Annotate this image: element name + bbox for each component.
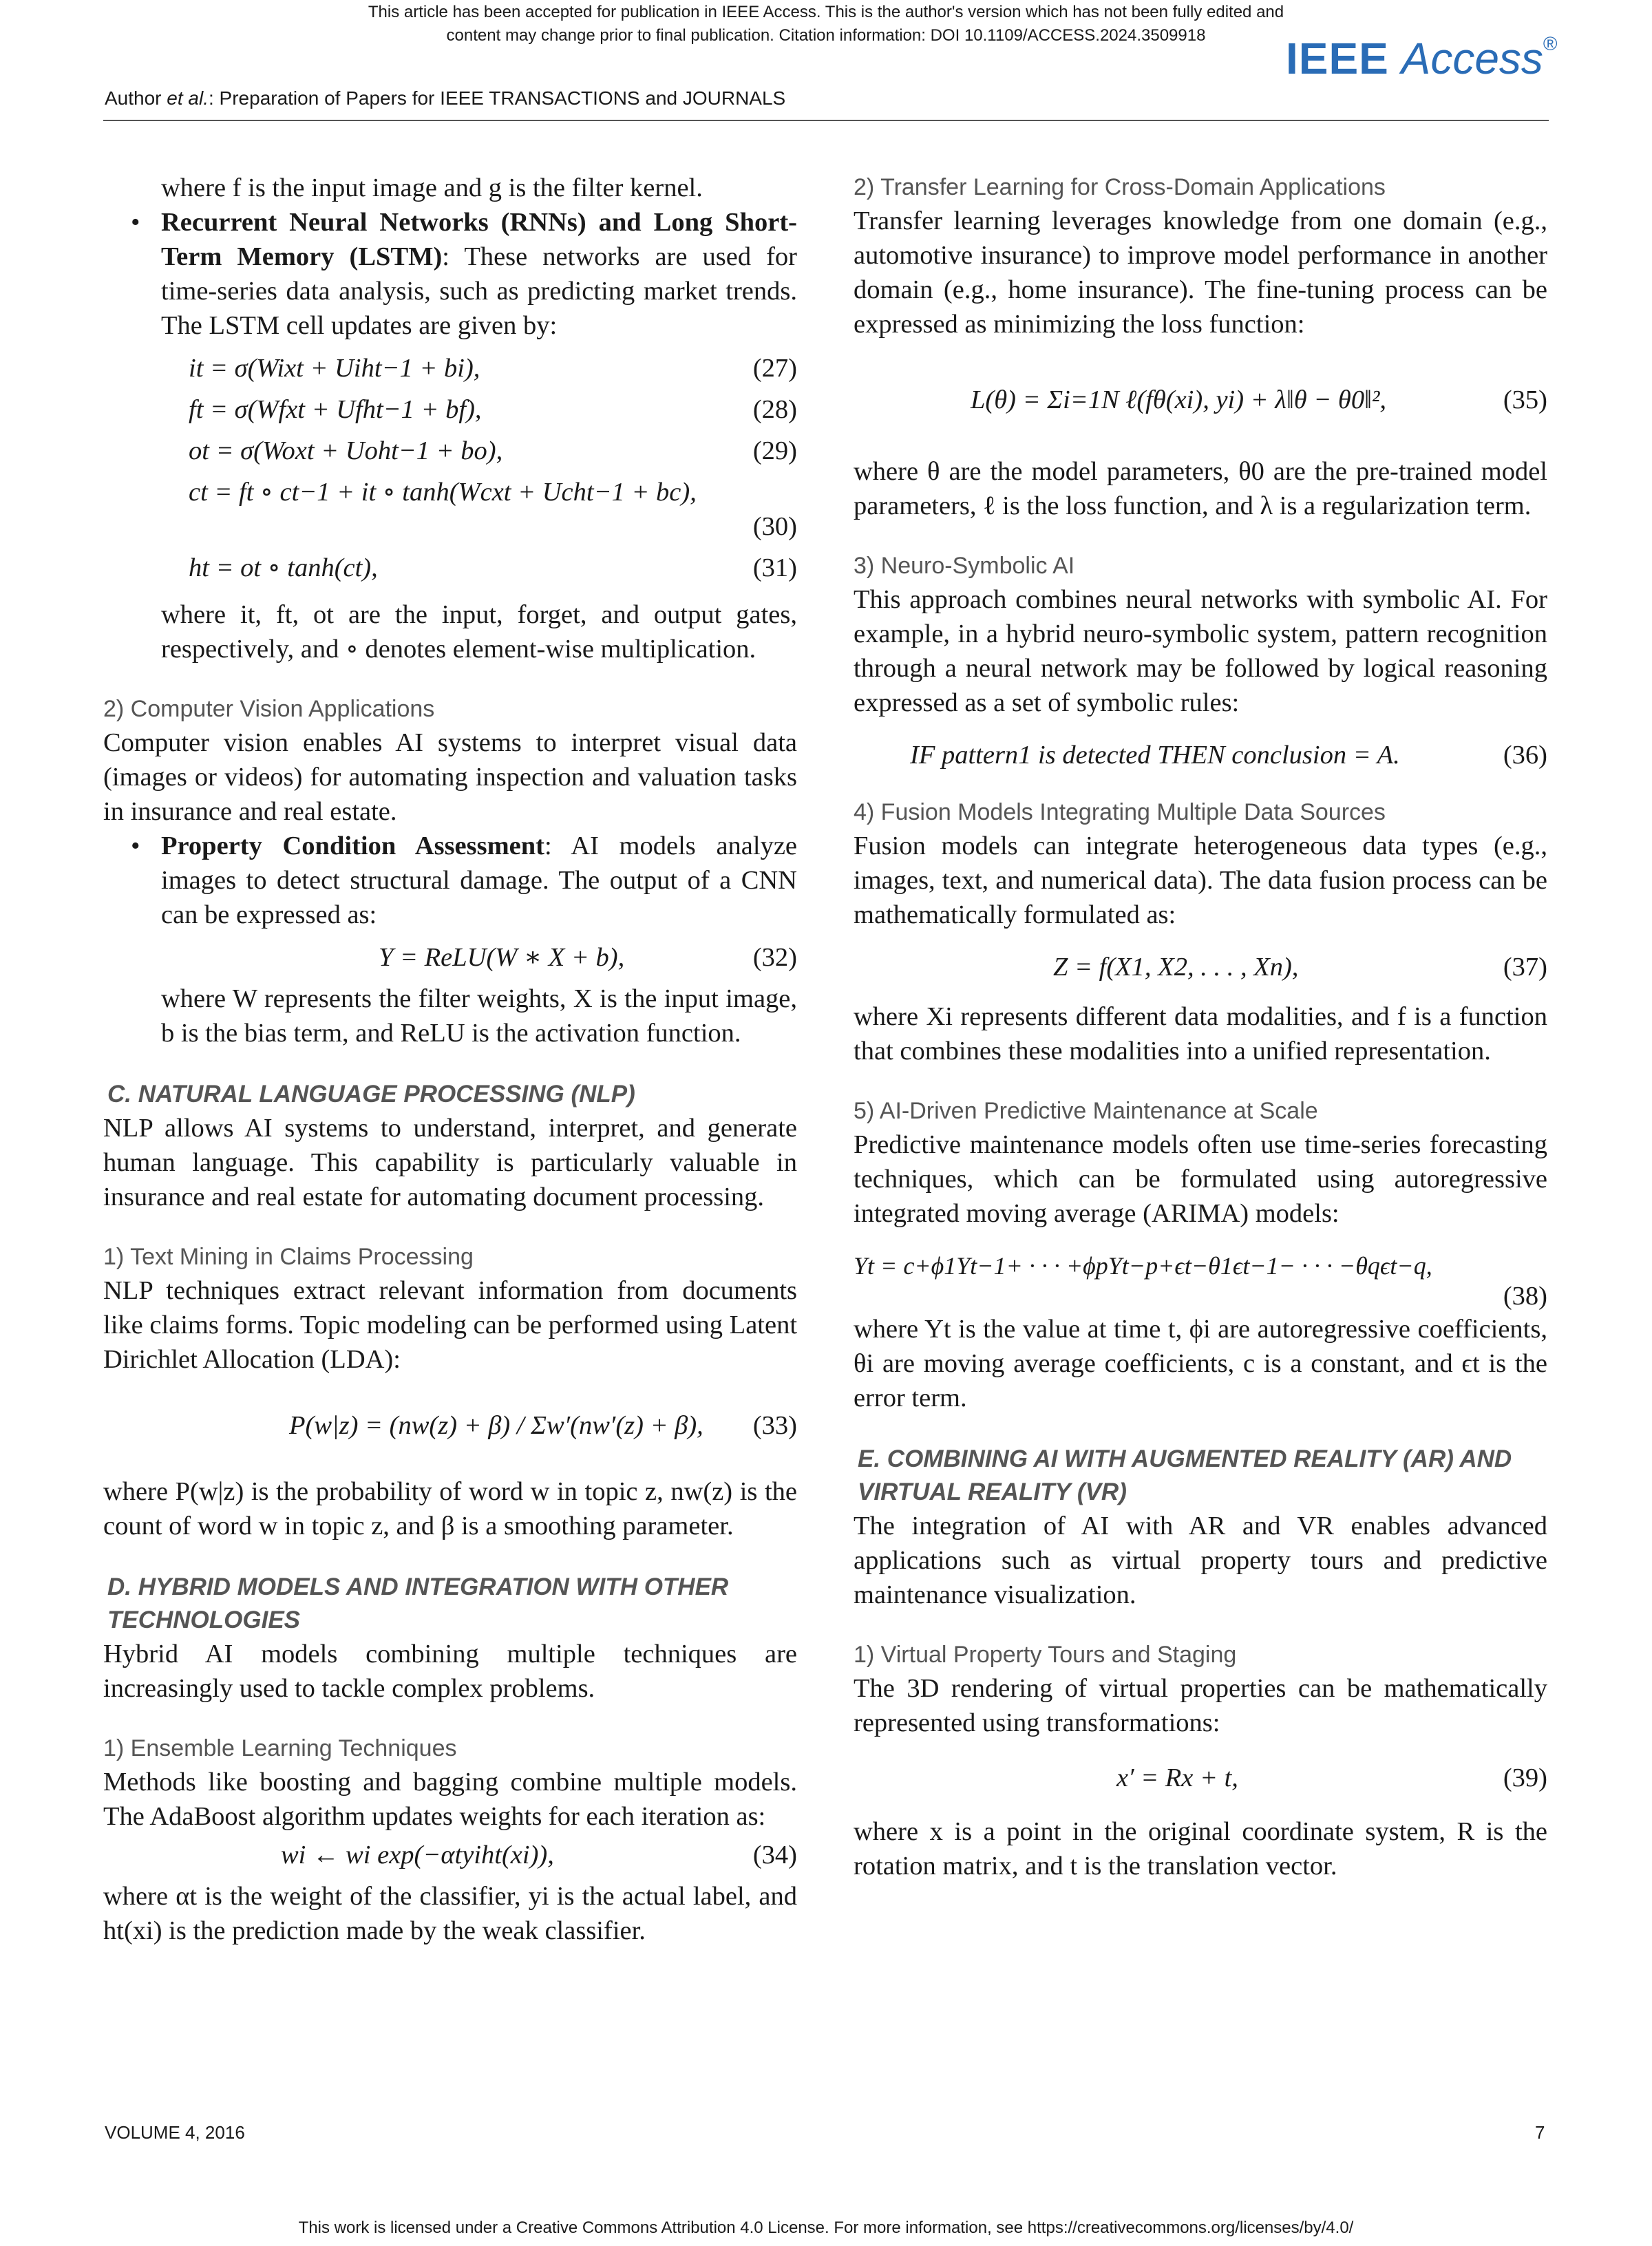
conv-where-text: where f is the input image and g is the filter kernel. <box>161 173 703 202</box>
pca-term: Property Condition Assessment <box>161 831 545 860</box>
predictive-maintenance-where-text: where Yt is the value at time t, ϕi are autoregressive coefficients, θi are moving average coefficients, c is a constant, and ϵt is the error term. <box>854 1315 1547 1412</box>
equation-29 <box>161 434 797 475</box>
computer-vision-text: Computer vision enables AI systems to interpret visual data (images or videos) for automating inspection and valuation tasks in insurance and real estate. <box>103 728 797 826</box>
lda-where-text: where P(w|z) is the probability of word w in topic z, nw(z) is the count of word w in topic z, and β is a smoothing parameter. <box>103 1477 797 1540</box>
running-head-etal: et al. <box>167 87 209 109</box>
rnn-paragraph <box>161 205 797 343</box>
equation-31 <box>161 551 797 592</box>
neuro-symbolic-heading: 3) Neuro-Symbolic AI <box>854 553 1075 579</box>
nlp-section-heading: C. NATURAL LANGUAGE PROCESSING (NLP) <box>107 1081 635 1108</box>
running-head <box>105 87 785 109</box>
equation-27-number: (27) <box>752 354 797 383</box>
logo-ieee-text: IEEE <box>1286 34 1389 83</box>
equation-38 <box>854 1249 1547 1279</box>
equation-34-number: (34) <box>752 1841 797 1869</box>
equation-29-number: (29) <box>752 436 797 465</box>
left-column <box>103 171 797 1948</box>
running-head-title: : Preparation of Papers for IEEE TRANSACTIONS and JOURNALS <box>208 87 786 109</box>
text-mining-heading: 1) Text Mining in Claims Processing <box>103 1244 474 1270</box>
footer-page-number: 7 <box>1535 2122 1545 2143</box>
logo-access-text: Access <box>1401 34 1543 83</box>
bullet-icon: • <box>131 831 140 860</box>
equation-38-math: Yt = c+ϕ1Yt−1+ · · · +ϕpYt−p+ϵt−θ1ϵt−1− · · · −θqϵt−q, <box>854 1252 1432 1280</box>
transfer-learning-heading: 2) Transfer Learning for Cross-Domain Applications <box>854 174 1386 200</box>
publication-notice-line-1: This article has been accepted for publication in IEEE Access. This is the author's version which has not been fully edited and <box>368 3 1284 21</box>
equation-37-number: (37) <box>1503 953 1547 982</box>
ensemble-text: Methods like boosting and bagging combine multiple models. The AdaBoost algorithm updates weights for each iteration as: <box>103 1768 797 1831</box>
rnn-term: Recurrent Neural Networks (RNNs) and Long Short-Term Memory (LSTM) <box>161 208 797 271</box>
equation-36 <box>854 738 1547 787</box>
equation-34 <box>103 1838 797 1879</box>
equation-28-math: ft = σ(Wfxt + Ufht−1 + bf), <box>189 395 482 424</box>
footer-volume: VOLUME 4, 2016 <box>105 2122 245 2143</box>
equation-39-math: x′ = Rx + t, <box>1116 1763 1238 1792</box>
equation-36-number: (36) <box>1503 741 1547 770</box>
logo-registered-icon: ® <box>1543 33 1558 54</box>
rnn-text: : These networks are used for time-series data analysis, such as predicting market trends. The LSTM cell updates are given by: <box>161 242 797 340</box>
virtual-tours-heading: 1) Virtual Property Tours and Staging <box>854 1642 1237 1668</box>
text-mining-text: NLP techniques extract relevant information from documents like claims forms. Topic modeling can be performed using Latent Dirichlet Allocation (LDA): <box>103 1276 798 1374</box>
equation-35-math: L(θ) = Σi=1N ℓ(fθ(xi), yi) + λ‖θ − θ0‖², <box>971 385 1387 414</box>
rnn-bullet <box>103 205 797 343</box>
running-head-author: Author <box>105 87 167 109</box>
equation-30-math: ct = ft ∘ ct−1 + it ∘ tanh(Wcxt + Ucht−1 + bc), <box>189 478 697 507</box>
equation-30 <box>161 475 797 509</box>
transfer-learning-text: Transfer learning leverages knowledge from one domain (e.g., automotive insurance) to improve model performance in another domain (e.g., home insurance). The fine-tuning process can be expressed as minimizing the loss function: <box>854 206 1547 339</box>
equation-34-math: wi ← wi exp(−αtyiht(xi)), <box>281 1841 554 1869</box>
equation-27-math: it = σ(Wixt + Uiht−1 + bi), <box>189 354 480 383</box>
equation-28-number: (28) <box>752 395 797 424</box>
hybrid-text: Hybrid AI models combining multiple techniques are increasingly used to tackle complex problems. <box>103 1640 797 1703</box>
right-column <box>854 171 1547 1883</box>
equation-38-number-row <box>854 1279 1547 1312</box>
predictive-maintenance-heading: 5) AI-Driven Predictive Maintenance at Scale <box>854 1098 1318 1124</box>
equation-33-math: P(w|z) = (nw(z) + β) / Σw′(nw′(z) + β), <box>289 1411 703 1440</box>
equation-37 <box>854 950 1547 999</box>
equation-37-math: Z = f(X1, X2, . . . , Xn), <box>1053 953 1299 982</box>
equation-35-number: (35) <box>1503 385 1547 414</box>
equation-38-number: (38) <box>1503 1282 1547 1311</box>
ar-vr-section-heading: E. COMBINING AI WITH AUGMENTED REALITY (AR) AND VIRTUAL REALITY (VR) <box>858 1445 1512 1505</box>
nlp-text: NLP allows AI systems to understand, interpret, and generate human language. This capability is particularly valuable in insurance and real estate for automating document processing. <box>103 1114 797 1211</box>
hybrid-section-heading: D. HYBRID MODELS AND INTEGRATION WITH OTHER TECHNOLOGIES <box>107 1574 729 1633</box>
computer-vision-heading: 2) Computer Vision Applications <box>103 696 435 722</box>
ieee-access-logo <box>1286 33 1558 84</box>
equation-32 <box>161 940 797 982</box>
equation-39-number: (39) <box>1503 1763 1547 1792</box>
adaboost-where-text: where αt is the weight of the classifier, yi is the actual label, and ht(xi) is the prediction made by the weak classifier. <box>103 1882 797 1945</box>
pca-text: : AI models analyze images to detect structural damage. The output of a CNN can be expressed as: <box>161 831 797 929</box>
bullet-icon: • <box>131 208 140 237</box>
equation-33-number: (33) <box>752 1411 797 1440</box>
predictive-maintenance-text: Predictive maintenance models often use time-series forecasting techniques, which can be formulated using autoregressive integrated moving average (ARIMA) models: <box>854 1130 1547 1228</box>
fusion-models-text: Fusion models can integrate heterogeneous data types (e.g., images, text, and numerical data). The data fusion process can be mathematically formulated as: <box>854 831 1547 929</box>
equation-39 <box>854 1761 1547 1814</box>
equation-36-math: IF pattern1 is detected THEN conclusion = A. <box>910 741 1400 770</box>
equation-29-math: ot = σ(Woxt + Uoht−1 + bo), <box>189 436 503 465</box>
equation-33 <box>103 1392 797 1468</box>
equation-28 <box>161 392 797 434</box>
ensemble-heading: 1) Ensemble Learning Techniques <box>103 1735 457 1761</box>
equation-32-math: Y = ReLU(W ∗ X + b), <box>379 943 625 972</box>
equation-31-math: ht = ot ∘ tanh(ct), <box>189 553 378 582</box>
lstm-where-text: where it, ft, ot are the input, forget, and output gates, respectively, and ∘ denotes element-wise multiplication. <box>161 600 797 664</box>
equation-27 <box>161 351 797 392</box>
neuro-symbolic-text: This approach combines neural networks with symbolic AI. For example, in a hybrid neuro-symbolic system, pattern recognition through a neural network may be followed by logical reasoning expressed as a set of symbolic rules: <box>854 585 1547 717</box>
fusion-models-where-text: where Xi represents different data modalities, and f is a function that combines these modalities into a unified representation. <box>854 1002 1547 1066</box>
ar-vr-text: The integration of AI with AR and VR enables advanced applications such as virtual property tours and predictive maintenance visualization. <box>854 1512 1547 1609</box>
footer-license: This work is licensed under a Creative Commons Attribution 4.0 License. For more information, see https://creativecommons.org/licenses/by/4.0/ <box>298 2218 1354 2237</box>
cnn-where-text: where W represents the filter weights, X is the input image, b is the bias term, and ReLU is the activation function. <box>161 984 797 1048</box>
publication-notice-line-2: content may change prior to final publication. Citation information: DOI 10.1109/ACCESS.2024.3509918 <box>446 26 1206 45</box>
fusion-models-heading: 4) Fusion Models Integrating Multiple Data Sources <box>854 799 1386 825</box>
virtual-tours-where-text: where x is a point in the original coordinate system, R is the rotation matrix, and t is the translation vector. <box>854 1817 1547 1881</box>
virtual-tours-text: The 3D rendering of virtual properties can be mathematically represented using transformations: <box>854 1674 1547 1737</box>
equation-31-number: (31) <box>752 553 797 582</box>
pca-paragraph <box>161 829 797 932</box>
equation-30-number-row <box>161 509 797 551</box>
equation-30-number: (30) <box>752 512 797 541</box>
equation-35 <box>854 351 1547 454</box>
transfer-learning-where-text: where θ are the model parameters, θ0 are the pre-trained model parameters, ℓ is the loss function, and λ is a regularization term. <box>854 457 1547 520</box>
header-rule <box>103 120 1549 121</box>
equation-32-number: (32) <box>752 943 797 972</box>
pca-bullet <box>103 829 797 932</box>
